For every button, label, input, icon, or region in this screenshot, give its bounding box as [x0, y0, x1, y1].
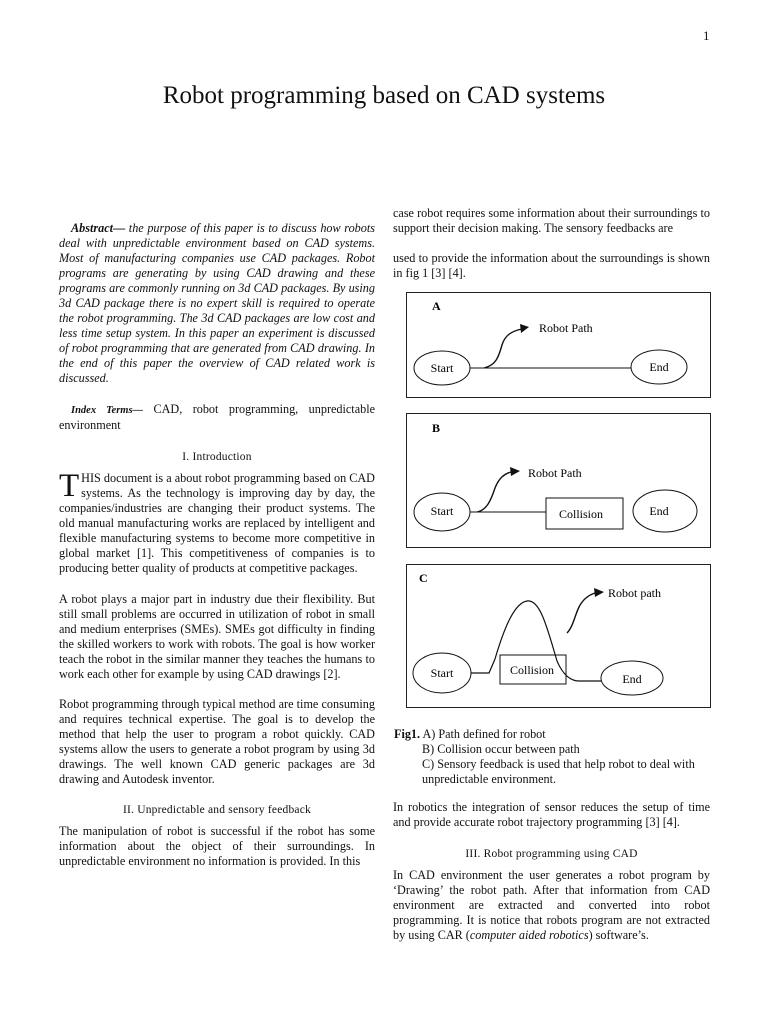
collision-label: Collision	[509, 663, 555, 677]
intro-para-3: Robot programming through typical method are time consuming and requires technical expertise. The goal is to develop the method that help the user to program a robot quickly. CAD systems allow the users to generate a robot program by using 3d drawings. The well known CAD generic packages are 3d drawing and Autodesk inventor.	[59, 697, 375, 786]
abstract-label: Abstract—	[71, 221, 126, 235]
robot-path-label: Robot Path	[528, 466, 582, 480]
figure-panel-c	[406, 564, 711, 708]
right-column-top	[393, 206, 710, 281]
caption-label: Fig1.	[394, 727, 421, 741]
abstract	[59, 221, 375, 386]
section-2-para-1: The manipulation of robot is successful if the robot has some information about the object of their surroundings. In unpredictable environment no information is provided. In this	[59, 824, 375, 868]
section-3-text-italic: computer aided robotics	[469, 928, 589, 942]
arrow-head-icon	[520, 324, 529, 333]
caption-line-a	[394, 727, 714, 742]
left-column	[59, 221, 375, 869]
intro-para-1-text: HIS document is a about robot programming based on CAD systems. As the technology is improving day by day, the companies/industries are changing their product systems. The old manual manufacturing works are replaced by intelligent and flexible manufacturing systems to become more competitive in global market [1]. This competitiveness of companies is to producing better quality of products at competitive packages.	[59, 471, 375, 575]
section-3-text-a: In CAD environment the user generates a robot program by ‘Drawing’ the robot path. After that information from CAD environment are extracted and converted into robot programming. It is notice that robots program are not extracted by using CAR (	[393, 868, 710, 942]
panel-c-label: C	[419, 571, 428, 585]
figure-caption	[394, 727, 714, 787]
robot-path-label: Robot path	[608, 586, 661, 600]
start-label: Start	[430, 666, 454, 680]
panel-c-diagram	[407, 565, 712, 709]
figure-panel-a	[406, 292, 711, 398]
panel-a-diagram	[407, 293, 712, 399]
panel-b-label: B	[432, 421, 441, 435]
intro-para-1	[59, 468, 375, 576]
end-label: End	[649, 504, 669, 518]
section-1-heading: I. Introduction	[182, 451, 252, 463]
paper-title: Robot programming based on CAD systems	[162, 82, 606, 109]
robot-path-label: Robot Path	[539, 321, 593, 335]
right-para-2: used to provide the information about the surroundings is shown in fig 1 [3] [4].	[393, 251, 710, 280]
end-label: End	[622, 672, 642, 686]
abstract-text: the purpose of this paper is to discuss how robots deal with unpredictable environment based on CAD systems. Most of manufacturing companies use CAD packages. Robot programs are generating by using CAD drawing and these programs are commonly running on 3d CAD packages. By using 3d CAD package there is no expert skill is required to operate the robot programming. The 3d CAD packages are low cost and less time setup system. In this paper an experiment is discussed of robot programming that are generated from CAD drawing. In the end of this paper the overview of CAD related work is discussed.	[59, 221, 375, 385]
robot-path-arrow	[484, 329, 522, 368]
panel-b-diagram	[407, 414, 712, 549]
right-para-1: case robot requires some information about their surroundings to support their decision making. The sensory feedbacks are	[393, 206, 710, 235]
collision-label: Collision	[558, 507, 604, 521]
end-label: End	[649, 360, 669, 374]
start-label: Start	[430, 504, 454, 518]
arrow-head-icon	[594, 588, 604, 597]
right-para-3: In robotics the integration of sensor reduces the setup of time and provide accurate robot trajectory programming [3] [4].	[393, 800, 710, 829]
caption-c: C) Sensory feedback is used that help robot to deal with unpredictable environment.	[422, 757, 695, 786]
section-3-text-b: ) software’s.	[588, 928, 649, 942]
section-2-heading: II. Unpredictable and sensory feedback	[122, 804, 311, 816]
caption-b: B) Collision occur between path	[422, 742, 580, 756]
drop-cap: T	[59, 468, 80, 504]
index-terms-text: CAD, robot programming, unpredictable environment	[59, 402, 375, 432]
section-3-para-1	[393, 868, 710, 943]
robot-path-arrow	[567, 593, 595, 633]
panel-a-label: A	[432, 299, 441, 313]
intro-para-2: A robot plays a major part in industry due their flexibility. But still small problems are occurred in utilization of robot in small and medium enterprises (SMEs). SMEs got difficulty in finding the skilled workers to work with robots. The goal is how worker teach the robot in the similar manner they teaches the humans to work each other for example by using CAD drawings [2].	[59, 592, 375, 681]
robot-path-arrow	[477, 472, 511, 512]
section-3-heading: III. Robot programming using CAD	[465, 848, 638, 860]
right-column-bottom	[393, 800, 710, 943]
figure-panel-b	[406, 413, 711, 548]
index-terms-label: Index Terms—	[71, 405, 144, 416]
index-terms	[59, 402, 375, 433]
page-number: 1	[703, 28, 710, 43]
arrow-head-icon	[510, 467, 520, 476]
caption-a: A) Path defined for robot	[420, 727, 546, 741]
start-label: Start	[430, 361, 454, 375]
